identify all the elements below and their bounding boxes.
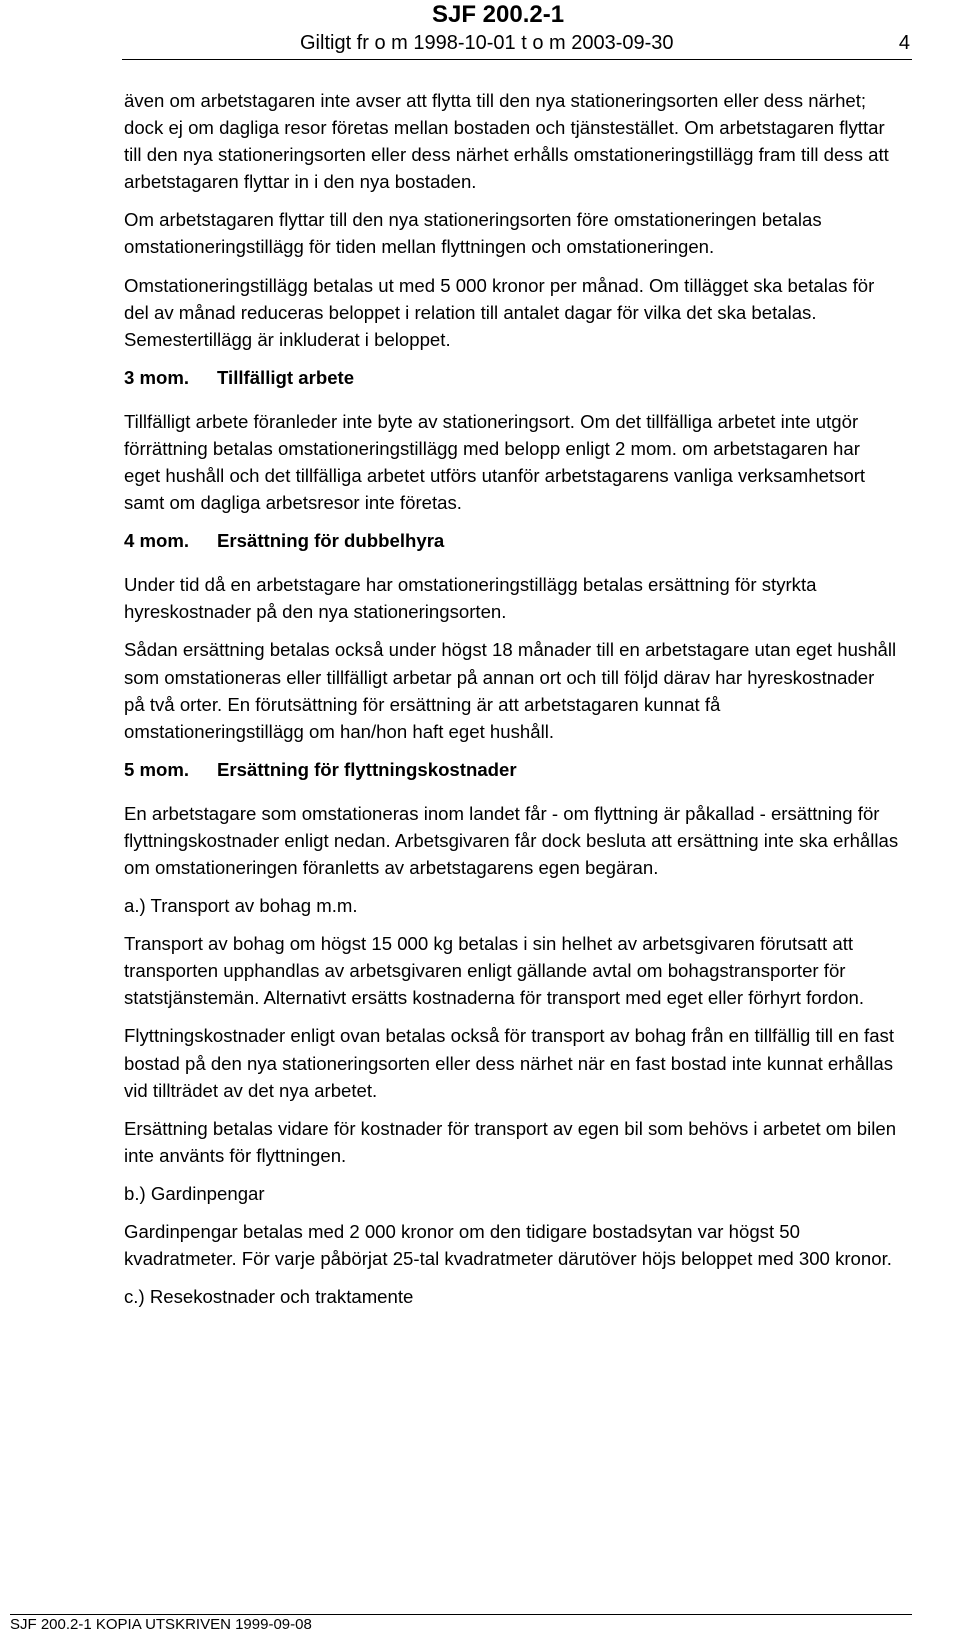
section-number: 5 mom. — [124, 758, 190, 780]
section-number: 3 mom. — [124, 366, 190, 388]
section-heading-mom5 — [124, 756, 900, 783]
paragraph: Under tid då en arbetstagare har omstationeringstillägg betalas ersättning för styrkta hyreskostnader på den nya stationeringsorten. — [124, 574, 817, 623]
header-divider — [122, 59, 912, 60]
document-body — [124, 87, 900, 1321]
page-header — [0, 0, 960, 62]
section-title: Ersättning för dubbelhyra — [217, 530, 445, 552]
paragraph: Ersättning betalas vidare för kostnader för transport av egen bil som behövs i arbetet om bilen inte använts för flyttningen. — [124, 1117, 897, 1166]
footer-divider — [10, 1614, 912, 1615]
page-number: 4 — [898, 32, 910, 54]
paragraph: även om arbetstagaren inte avser att flytta till den nya stationeringsorten eller dess närhet; dock ej om dagliga resor företas mellan bostaden och tjänstestället. Om arbetstagaren flyttar till den nya stationeringsorten eller dess närhet erhålls omstationeringstillägg fram till dess att arbetstagaren flyttar in i den nya bostaden. — [124, 90, 889, 193]
paragraph: Omstationeringstillägg betalas ut med 5 000 kronor per månad. Om tillägget ska betalas för del av månad reduceras beloppet i relation till antalet dagar för vilka det ska betalas. Semestertillägg är inkluderat i beloppet. — [124, 274, 875, 350]
section-number: 4 mom. — [124, 530, 190, 552]
paragraph: En arbetstagare som omstationeras inom landet får - om flyttning är påkallad - ersättning för flyttningskostnader enligt nedan. Arbetsgivaren får dock besluta att ersättning inte ska erhållas om omstationeringen föranletts av arbetstagarens egen begäran. — [124, 802, 899, 878]
document-code: SJF 200.2-1 — [432, 1, 565, 28]
paragraph: Transport av bohag om högst 15 000 kg betalas i sin helhet av arbetsgivaren förutsatt att transporten upphandlas av arbetsgivaren enligt gällande avtal om bohagstransporter för statstjänstemän. Alternativt ersätts kostnaderna för transport med eget eller förhyrt fordon. — [124, 933, 864, 1009]
section-title: Tillfälligt arbete — [217, 366, 355, 388]
page-footer — [0, 1608, 960, 1635]
subsection-heading-a: a.) Transport av bohag m.m. — [124, 895, 358, 917]
paragraph: Om arbetstagaren flyttar till den nya stationeringsorten före omstationeringen betalas omstationeringstillägg för tiden mellan flyttningen och omstationeringen. — [124, 209, 822, 258]
section-heading-mom3 — [124, 364, 900, 391]
section-title: Ersättning för flyttningskostnader — [217, 758, 517, 780]
footer-text: SJF 200.2-1 KOPIA UTSKRIVEN 1999-09-08 — [10, 1616, 312, 1633]
section-heading-mom4 — [124, 527, 900, 554]
paragraph: Tillfälligt arbete föranleder inte byte av stationeringsort. Om det tillfälliga arbetet inte utgör förrättning betalas omstationeringstillägg med belopp enligt 2 mom. om arbetstagaren har eget hushåll och det tillfälliga arbetet utförs utanför arbetstagarens vanliga verksamhetsort samt om dagliga arbetsresor inte företas. — [124, 410, 866, 514]
paragraph: Sådan ersättning betalas också under högst 18 månader till en arbetstagare utan eget hushåll som omstationeras eller tillfälligt arbetar på annan ort och till följd därav har hyreskostnader på två orter. En förutsättning för ersättning är att arbetstagaren kunnat få omstationeringstillägg om han/hon haft eget hushåll. — [124, 639, 897, 742]
subsection-heading-c: c.) Resekostnader och traktamente — [124, 1286, 414, 1308]
validity-period: Giltigt fr o m 1998-10-01 t o m 2003-09-30 — [300, 32, 674, 54]
paragraph: Gardinpengar betalas med 2 000 kronor om den tidigare bostadsytan var högst 50 kvadratmeter. För varje påbörjat 25-tal kvadratmeter därutöver höjs beloppet med 300 kronor. — [124, 1221, 892, 1270]
paragraph: Flyttningskostnader enligt ovan betalas också för transport av bohag från en tillfällig till en fast bostad på den nya stationeringsorten eller dess närhet när en fast bostad inte kunnat erhållas vid tillträdet av det nya arbetet. — [124, 1025, 894, 1101]
subsection-heading-b: b.) Gardinpengar — [124, 1182, 265, 1204]
